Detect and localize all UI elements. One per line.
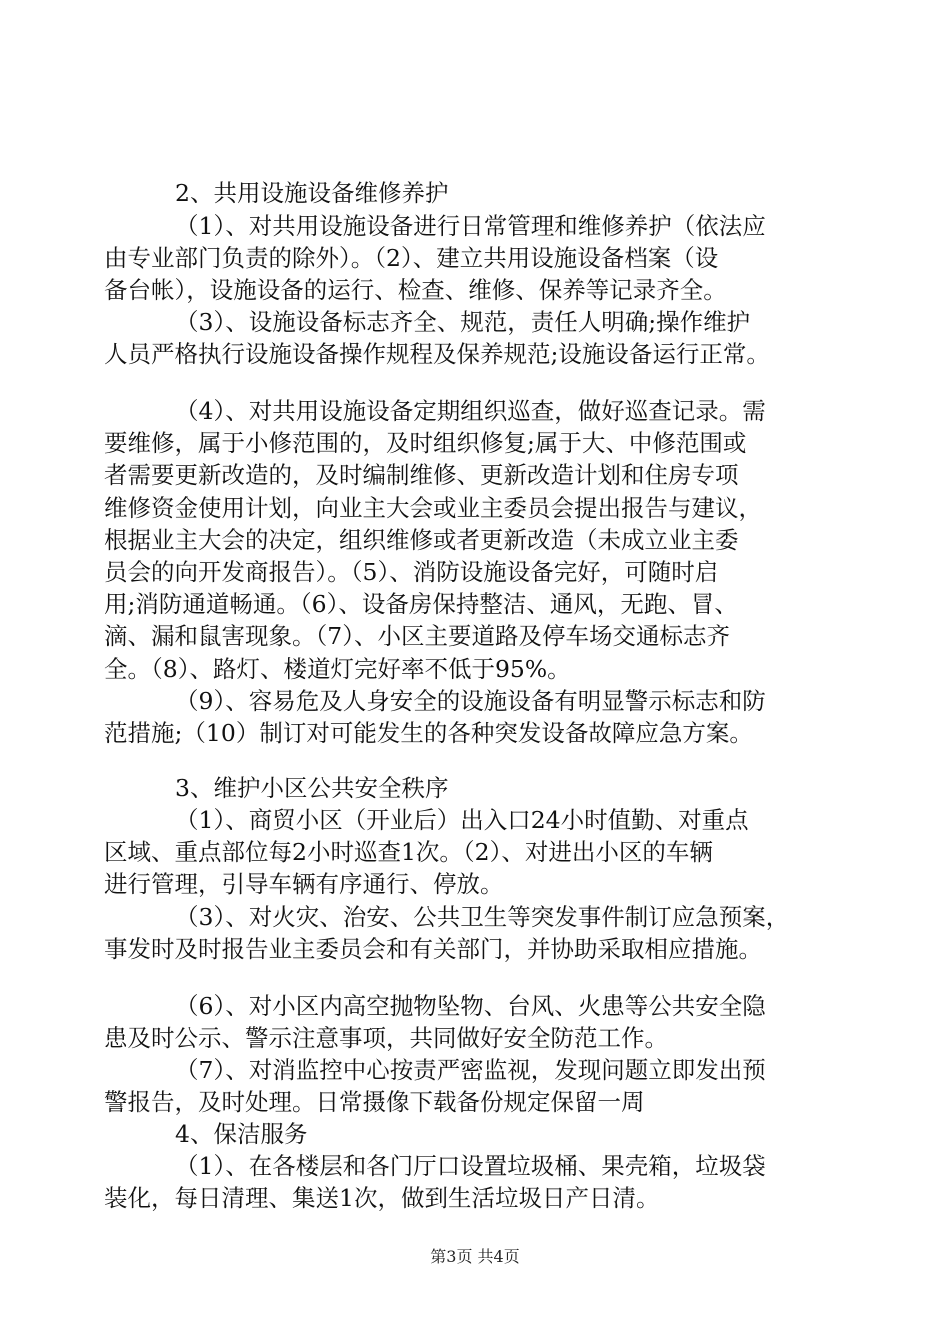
paragraph-line: （1）、在各楼层和各门厅口设置垃圾桶、果壳箱，垃圾袋	[175, 1152, 766, 1180]
paragraph-line: （3）、对火灾、治安、公共卫生等突发事件制订应急预案，	[175, 903, 790, 931]
paragraph-line: 维修资金使用计划，向业主大会或业主委员会提出报告与建议，	[104, 494, 762, 522]
paragraph-line: （6）、对小区内高空抛物坠物、台风、火患等公共安全隐	[175, 992, 766, 1020]
section-heading: 4、保洁服务	[175, 1120, 308, 1148]
paragraph-line: 根据业主大会的决定，组织维修或者更新改造（未成立业主委	[104, 526, 739, 554]
paragraph-line: 装化，每日清理、集送1次，做到生活垃圾日产日清。	[104, 1184, 660, 1212]
paragraph-line: （7）、对消监控中心按责严密监视，发现问题立即发出预	[175, 1056, 766, 1084]
paragraph-line: 员会的向开发商报告）。（5）、消防设施设备完好，可随时启	[104, 558, 719, 586]
section-heading: 2、共用设施设备维修养护	[175, 179, 449, 207]
paragraph-line: 人员严格执行设施设备操作规程及保养规范;设施设备运行正常。	[104, 340, 770, 368]
paragraph-line: 范措施;（10）制订对可能发生的各种突发设备故障应急方案。	[104, 719, 753, 747]
paragraph-line: 者需要更新改造的，及时编制维修、更新改造计划和住房专项	[104, 461, 739, 489]
paragraph-line: 滴、漏和鼠害现象。（7）、小区主要道路及停车场交通标志齐	[104, 622, 730, 650]
paragraph-line: 由专业部门负责的除外）。（2）、建立共用设施设备档案（设	[104, 244, 719, 272]
section-heading: 3、维护小区公共安全秩序	[175, 774, 449, 802]
paragraph-line: 全。（8）、路灯、楼道灯完好率不低于95%。	[104, 655, 571, 683]
paragraph-line: 事发时及时报告业主委员会和有关部门，并协助采取相应措施。	[104, 935, 762, 963]
paragraph-line: 要维修，属于小修范围的，及时组织修复;属于大、中修范围或	[104, 429, 747, 457]
paragraph-line: （3）、设施设备标志齐全、规范，责任人明确;操作维护	[175, 308, 751, 336]
paragraph-line: （4）、对共用设施设备定期组织巡查，做好巡查记录。需	[175, 397, 766, 425]
paragraph-line: 警报告，及时处理。日常摄像下载备份规定保留一周	[104, 1088, 645, 1116]
paragraph-line: 区域、重点部位每2小时巡查1次。（2）、对进出小区的车辆	[104, 838, 713, 866]
paragraph-line: 患及时公示、警示注意事项，共同做好安全防范工作。	[104, 1024, 668, 1052]
paragraph-line: 备台帐），设施设备的运行、检查、维修、保养等记录齐全。	[104, 276, 727, 304]
paragraph-line: 进行管理，引导车辆有序通行、停放。	[104, 870, 504, 898]
paragraph-line: （1）、商贸小区（开业后）出入口24小时值勤、对重点	[175, 806, 749, 834]
paragraph-line: （9）、容易危及人身安全的设施设备有明显警示标志和防	[175, 687, 766, 715]
page-footer: 第3页 共4页	[430, 1247, 520, 1266]
paragraph-line: 用;消防通道畅通。（6）、设备房保持整洁、通风，无跑、冒、	[104, 590, 738, 618]
paragraph-line: （1）、对共用设施设备进行日常管理和维修养护（依法应	[175, 212, 766, 240]
